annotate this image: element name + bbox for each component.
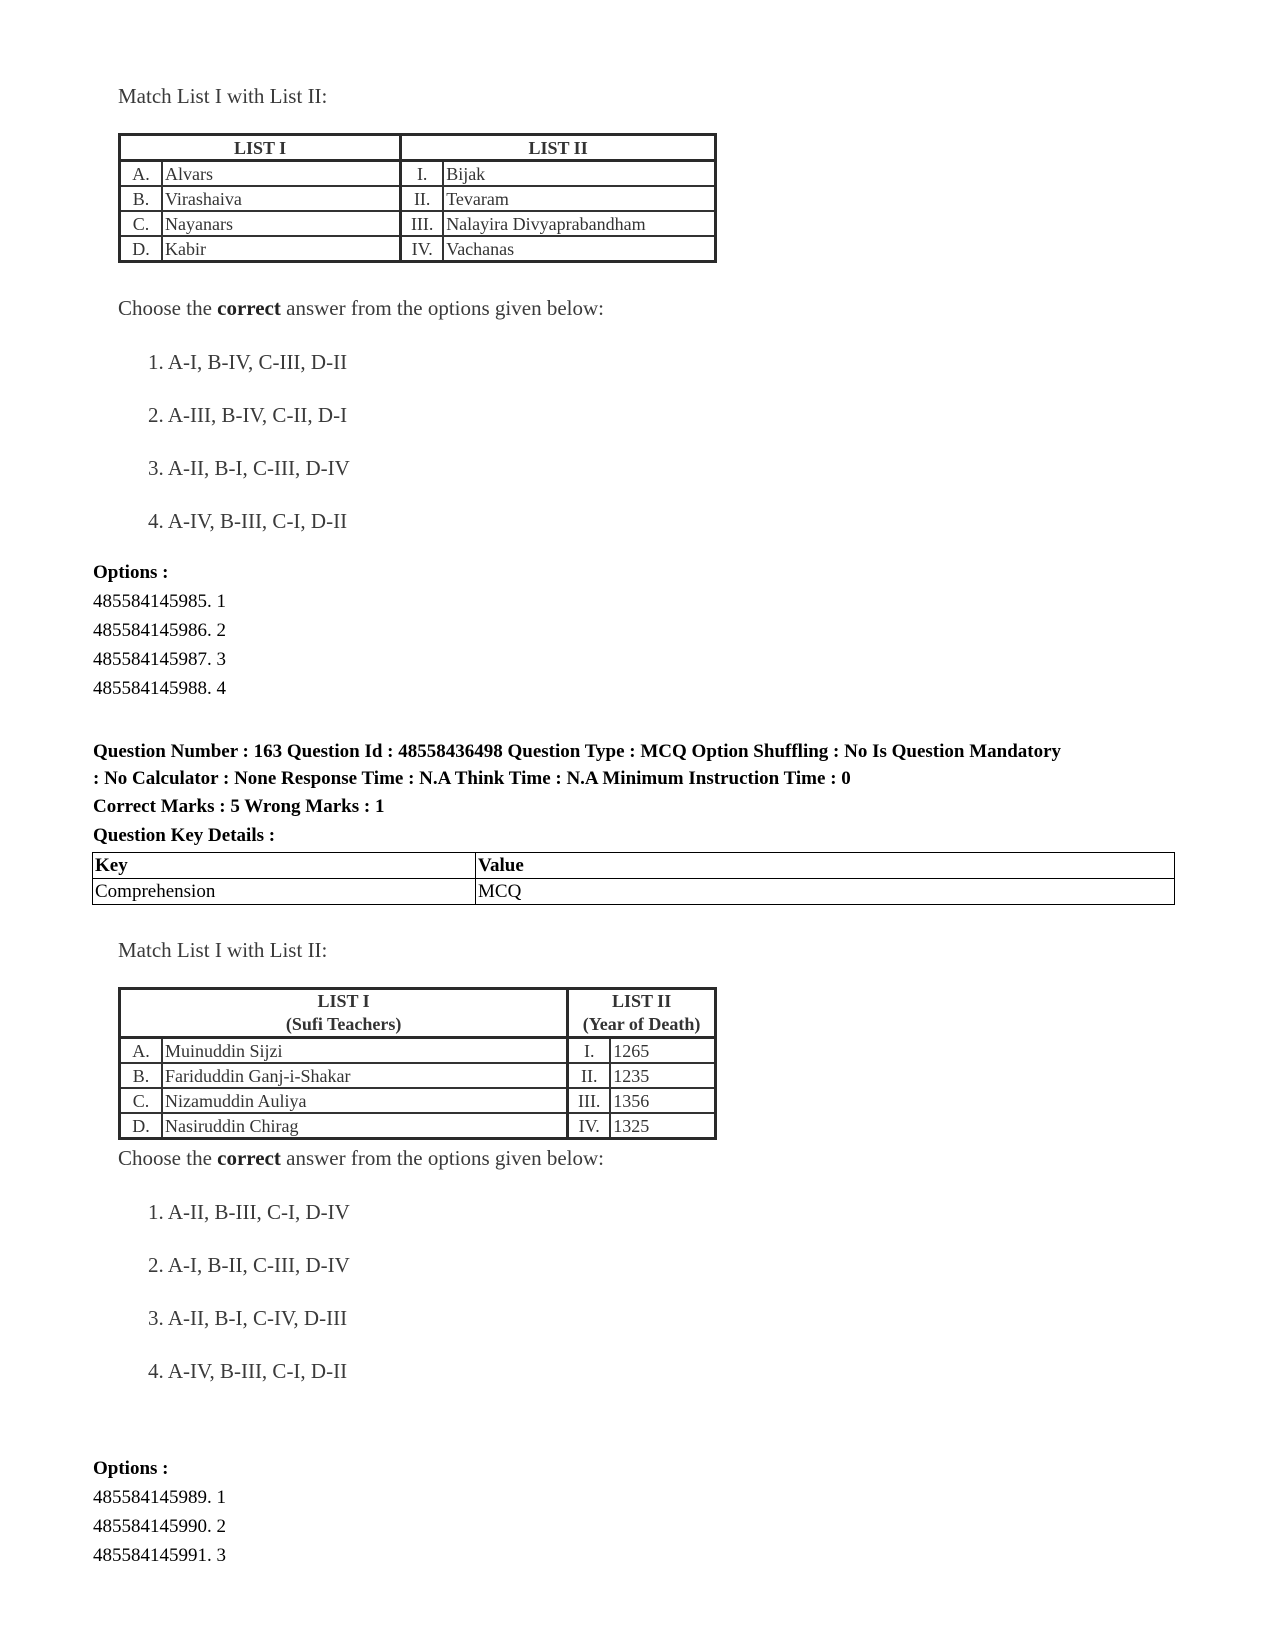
value-cell: MCQ (476, 879, 1175, 905)
question-image-2 (0, 920, 1275, 1420)
list2-title: LIST II (611, 991, 672, 1011)
question-prompt: Match List I with List II: (118, 84, 328, 108)
row-roman: II. (401, 186, 444, 211)
row-roman: III. (401, 211, 444, 236)
choose-instruction (118, 1146, 604, 1171)
table-row (120, 186, 716, 211)
row-roman: II. (568, 1063, 611, 1088)
row-roman: III. (568, 1088, 611, 1113)
row-roman: IV. (568, 1113, 611, 1139)
answer-option-4: 4. A-IV, B-III, C-I, D-II (148, 1359, 348, 1383)
row-item: Nasiruddin Chirag (162, 1113, 568, 1139)
question-key-details-label: Question Key Details : (93, 825, 276, 846)
question-image-1 (0, 0, 1275, 560)
table-row (120, 1113, 716, 1139)
table-header-row (93, 853, 1175, 879)
question-marks: Correct Marks : 5 Wrong Marks : 1 (93, 796, 385, 817)
list1-header: LIST I (120, 135, 401, 161)
value-header: Value (476, 853, 1175, 879)
option-id-item: 485584145988. 4 (93, 678, 226, 699)
choose-text-bold: correct (217, 1146, 281, 1170)
row-item: Kabir (162, 236, 401, 262)
answer-option-4: 4. A-IV, B-III, C-I, D-II (148, 509, 348, 533)
match-table (118, 987, 717, 1140)
row-roman: IV. (401, 236, 444, 262)
match-table (118, 133, 717, 263)
answer-option-1: 1. A-I, B-IV, C-III, D-II (148, 350, 348, 374)
choose-text-post: answer from the options given below: (280, 296, 604, 320)
option-id-item: 485584145990. 2 (93, 1516, 226, 1537)
option-id-item: 485584145987. 3 (93, 649, 226, 670)
option-id-item: 485584145985. 1 (93, 591, 226, 612)
table-row (120, 1038, 716, 1064)
list1-title: LIST I (317, 991, 370, 1011)
row-item: Virashaiva (162, 186, 401, 211)
choose-text-pre: Choose the (118, 1146, 218, 1170)
row-match: Vachanas (443, 236, 715, 262)
answer-option-3: 3. A-II, B-I, C-IV, D-III (148, 1306, 348, 1330)
row-item: Fariduddin Ganj-i-Shakar (162, 1063, 568, 1088)
question-meta-line1: Question Number : 163 Question Id : 48558436498 Question Type : MCQ Option Shuffling : No Is Question Mandatory (93, 741, 1062, 762)
row-letter: C. (120, 1088, 163, 1113)
list2-header: LIST II (401, 135, 716, 161)
row-match: 1265 (610, 1038, 715, 1064)
row-item: Alvars (162, 161, 401, 187)
row-roman: I. (401, 161, 444, 187)
choose-text-pre: Choose the (118, 296, 218, 320)
question-prompt: Match List I with List II: (118, 938, 328, 962)
table-row (93, 879, 1175, 905)
row-letter: B. (120, 186, 163, 211)
row-match: 1325 (610, 1113, 715, 1139)
table-row (120, 1063, 716, 1088)
table-row (120, 211, 716, 236)
answer-option-3: 3. A-II, B-I, C-III, D-IV (148, 456, 350, 480)
row-letter: A. (120, 161, 163, 187)
option-id-item: 485584145989. 1 (93, 1487, 226, 1508)
table-row (120, 161, 716, 187)
row-letter: D. (120, 1113, 163, 1139)
row-letter: A. (120, 1038, 163, 1064)
options-label: Options : (93, 1458, 169, 1479)
list1-header (120, 989, 568, 1038)
row-match: Bijak (443, 161, 715, 187)
row-match: Nalayira Divyaprabandham (443, 211, 715, 236)
row-roman: I. (568, 1038, 611, 1064)
row-letter: C. (120, 211, 163, 236)
list2-subtitle: (Year of Death) (582, 1014, 701, 1034)
row-match: 1235 (610, 1063, 715, 1088)
question-meta-line2: : No Calculator : None Response Time : N.A Think Time : N.A Minimum Instruction Time : 0 (93, 768, 851, 789)
row-item: Nizamuddin Auliya (162, 1088, 568, 1113)
options-label: Options : (93, 562, 169, 583)
row-letter: D. (120, 236, 163, 262)
option-id-item: 485584145986. 2 (93, 620, 226, 641)
list1-subtitle: (Sufi Teachers) (285, 1014, 402, 1034)
answer-option-1: 1. A-II, B-III, C-I, D-IV (148, 1200, 350, 1224)
key-cell: Comprehension (93, 879, 476, 905)
choose-text-post: answer from the options given below: (280, 1146, 604, 1170)
row-match: 1356 (610, 1088, 715, 1113)
key-details-table (92, 852, 1175, 905)
row-match: Tevaram (443, 186, 715, 211)
option-id-item: 485584145991. 3 (93, 1545, 226, 1566)
table-row (120, 236, 716, 262)
answer-option-2: 2. A-I, B-II, C-III, D-IV (148, 1253, 350, 1277)
key-header: Key (93, 853, 476, 879)
answer-option-2: 2. A-III, B-IV, C-II, D-I (148, 403, 348, 427)
row-item: Nayanars (162, 211, 401, 236)
choose-instruction (118, 296, 604, 321)
table-row (120, 1088, 716, 1113)
row-item: Muinuddin Sijzi (162, 1038, 568, 1064)
choose-text-bold: correct (217, 296, 281, 320)
row-letter: B. (120, 1063, 163, 1088)
list2-header (568, 989, 716, 1038)
